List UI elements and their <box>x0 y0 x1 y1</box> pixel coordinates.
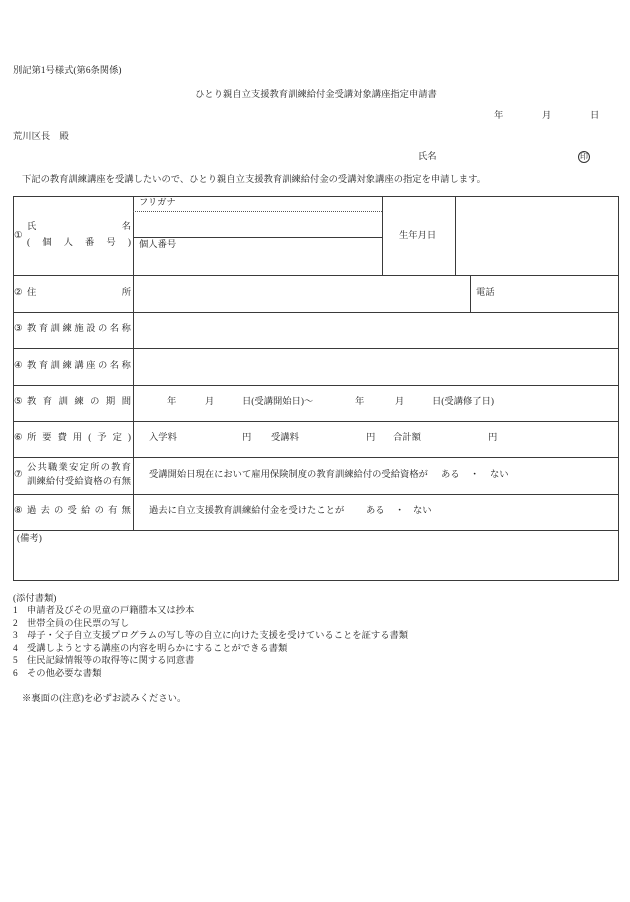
past-receipt-option-no[interactable]: ない <box>413 506 432 516</box>
attachment-item: 世帯全員の住民票の写し <box>27 619 130 629</box>
form-number: 別記第1号様式(第6条関係) <box>13 66 122 76</box>
my-number-sublabel: ( 個 人 番 号 ) <box>27 238 131 248</box>
end-day-label: 日(受講修了日) <box>432 397 494 407</box>
form-title: ひとり親自立支援教育訓練給付金受講対象講座指定申請書 <box>195 90 437 100</box>
attachment-number: 1 <box>13 606 18 616</box>
attachment-item: 申請者及びその児童の戸籍謄本又は抄本 <box>27 606 195 616</box>
seal-mark: 印 <box>580 152 588 161</box>
eligibility-question: 受講開始日現在において雇用保険制度の教育訓練給付の受給資格が <box>149 470 428 480</box>
row-number: ⑦ <box>14 470 23 480</box>
row-number: ⑧ <box>14 506 23 516</box>
table-line <box>13 385 619 386</box>
attachments-heading: (添付書類) <box>13 594 57 604</box>
attachment-number: 3 <box>13 631 18 641</box>
name-field[interactable] <box>134 212 381 236</box>
start-month-label: 月 <box>205 397 215 407</box>
attachment-number: 2 <box>13 619 18 629</box>
period-label: 教 育 訓 練 の 期 間 <box>27 397 131 407</box>
tuition-fee-label: 受講料 <box>271 433 299 443</box>
past-receipt-option-yes[interactable]: ある <box>366 506 385 516</box>
attachment-item: 受講しようとする講座の内容を明らかにすることができる書類 <box>27 644 288 654</box>
applicant-name-label: 氏名 <box>418 152 437 162</box>
past-receipt-question: 過去に自立支援教育訓練給付金を受けたことが <box>149 506 345 516</box>
facility-label: 教 育 訓 練 施 設 の 名 称 <box>27 324 131 334</box>
admission-fee-unit: 円 <box>242 433 252 443</box>
row-number: ② <box>14 288 23 298</box>
table-line <box>382 196 383 275</box>
admission-fee-label: 入学料 <box>149 433 177 443</box>
name-label: 氏 名 <box>27 222 131 232</box>
table-line <box>470 275 471 312</box>
remarks-field[interactable] <box>14 546 618 579</box>
addressee: 荒川区長 殿 <box>13 132 69 142</box>
row-number: ③ <box>14 324 23 334</box>
attachment-item: 母子・父子自立支援プログラムの写し等の自立に向けた支援を受けていることを証する書類 <box>27 631 409 641</box>
address-label: 住 所 <box>27 288 131 298</box>
end-month-label: 月 <box>395 397 405 407</box>
total-fee-label: 合計額 <box>393 433 421 443</box>
table-line <box>13 421 619 422</box>
birth-date-field[interactable] <box>456 197 617 274</box>
attachment-item: 住民記録情報等の取得等に関する同意書 <box>27 656 195 666</box>
start-day-label: 日(受講開始日)〜 <box>242 397 314 407</box>
birth-date-label: 生年月日 <box>399 231 437 241</box>
date-day-label: 日 <box>590 111 600 121</box>
option-separator: ・ <box>470 470 480 480</box>
eligibility-label-line1: 公 共 職 業 安 定 所 の 教 育 <box>27 463 131 473</box>
attachment-item: その他必要な書類 <box>27 669 102 679</box>
applicant-name-field[interactable] <box>440 150 574 164</box>
total-fee-unit: 円 <box>488 433 498 443</box>
attachment-number: 6 <box>13 669 18 679</box>
footer-note: ※裏面の(注意)を必ずお読みください。 <box>22 694 187 704</box>
row-number: ⑤ <box>14 397 23 407</box>
option-separator: ・ <box>395 506 405 516</box>
furigana-label: フリガナ <box>139 198 176 208</box>
remarks-label: (備考) <box>17 534 42 544</box>
eligibility-option-yes[interactable]: ある <box>441 470 460 480</box>
phone-label: 電話 <box>476 288 495 298</box>
address-field[interactable] <box>134 276 469 311</box>
eligibility-label-line2: 訓 練 給 付 受 給 資 格 の 有 無 <box>27 477 131 487</box>
my-number-label: 個人番号 <box>139 240 177 250</box>
tuition-fee-unit: 円 <box>366 433 376 443</box>
table-line <box>13 457 619 458</box>
date-year-label: 年 <box>494 111 504 121</box>
past-receipt-label: 過 去 の 受 給 の 有 無 <box>27 506 131 516</box>
row-number: ⑥ <box>14 433 23 443</box>
start-year-label: 年 <box>167 397 177 407</box>
table-line <box>13 494 619 495</box>
my-number-field[interactable] <box>134 238 381 274</box>
cost-label: 所 要 費 用 ( 予 定 ) <box>27 433 131 443</box>
attachment-number: 5 <box>13 656 18 666</box>
eligibility-option-no[interactable]: ない <box>490 470 509 480</box>
table-line <box>13 530 619 531</box>
row-number: ① <box>14 231 23 241</box>
end-year-label: 年 <box>355 397 365 407</box>
row-number: ④ <box>14 361 23 371</box>
application-statement: 下記の教育訓練講座を受講したいので、ひとり親自立支援教育訓練給付金の受講対象講座の指定を申請します。 <box>22 175 486 185</box>
course-label: 教 育 訓 練 講 座 の 名 称 <box>27 361 131 371</box>
facility-field[interactable] <box>134 313 617 347</box>
course-field[interactable] <box>134 349 617 384</box>
date-month-label: 月 <box>542 111 552 121</box>
attachment-number: 4 <box>13 644 18 654</box>
